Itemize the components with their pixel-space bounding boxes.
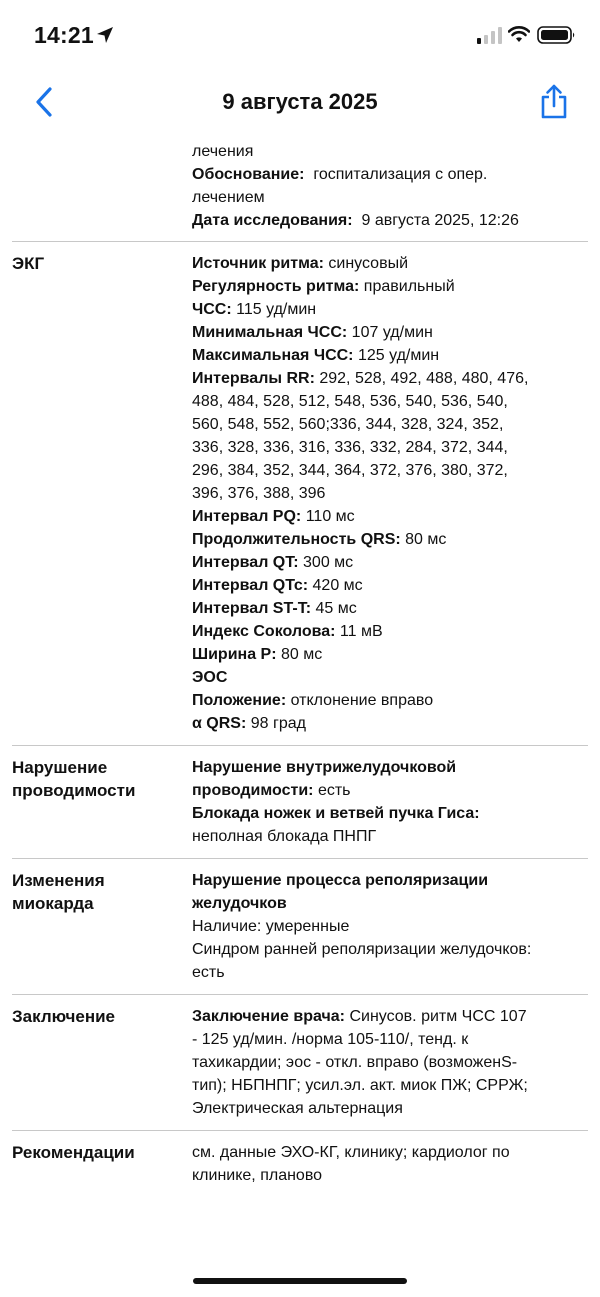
rr-intervals: Интервалы RR: 292, 528, 492, 488, 480, 476,: [192, 370, 529, 387]
ecg-values: [192, 252, 588, 735]
rhythm-regularity: Регулярность ритма: правильный: [192, 278, 455, 295]
recommendations-section: [0, 1131, 600, 1197]
status-time: 14:21: [34, 22, 94, 48]
early-repolarization-value: есть: [192, 964, 225, 981]
study-date: Дата исследования: 9 августа 2025, 12:26: [192, 212, 519, 229]
rr-intervals-line: 396, 376, 388, 396: [192, 485, 326, 502]
qt-interval: Интервал QT: 300 мс: [192, 554, 354, 571]
conclusion-values: [192, 1005, 588, 1120]
section-label: ЭКГ: [12, 254, 45, 273]
min-heart-rate: Минимальная ЧСС: 107 уд/мин: [192, 324, 433, 341]
max-heart-rate: Максимальная ЧСС: 125 уд/мин: [192, 347, 440, 364]
sokolov-index: Индекс Соколова: 11 мВ: [192, 623, 383, 640]
doctor-conclusion-line: - 125 уд/мин. /норма 105-110/, тенд. к: [192, 1031, 469, 1048]
eos-title: ЭОС: [192, 669, 228, 686]
page-title: 9 августа 2025: [222, 89, 378, 114]
qtc-interval: Интервал QTc: 420 мс: [192, 577, 363, 594]
battery-icon: [537, 25, 577, 45]
axis-position: Положение: отклонение вправо: [192, 692, 434, 709]
repolarization-label: Нарушение процесса реполяризации: [192, 872, 489, 889]
navigation-bar: [0, 72, 600, 136]
p-width: Ширина P: 80 мс: [192, 646, 323, 663]
repolarization-label-2: желудочков: [192, 895, 287, 912]
alpha-qrs: α QRS: 98 град: [192, 715, 306, 732]
recommendation-line: см. данные ЭХО-КГ, клинику; кардиолог по: [192, 1144, 510, 1161]
section-label: Заключение: [12, 1007, 115, 1026]
rr-intervals-line: 560, 548, 552, 560;336, 344, 328, 324, 352,: [192, 416, 504, 433]
doctor-conclusion-line: тахикардии; эос - откл. вправо (возможенS-: [192, 1054, 518, 1071]
doctor-conclusion-line: Электрическая альтернация: [192, 1100, 403, 1117]
ivc-disorder-label: Нарушение внутрижелудочковой: [192, 759, 457, 776]
bundle-branch-block-label: Блокада ножек и ветвей пучка Гиса:: [192, 805, 480, 822]
wifi-icon: [508, 25, 530, 43]
recommendations-values: [192, 1141, 588, 1187]
conclusion-section: [0, 995, 600, 1130]
ecg-section: [0, 242, 600, 745]
justification-line-2: лечением: [192, 189, 265, 206]
rr-intervals-line: 488, 484, 528, 512, 548, 536, 540, 536, 540,: [192, 393, 508, 410]
doctor-conclusion-line: тип); НБПНПГ; усил.эл. акт. миок ПЖ; СРРЖ;: [192, 1077, 528, 1094]
repolarization-presence: Наличие: умеренные: [192, 918, 350, 935]
cellular-signal-icon: [476, 27, 502, 45]
section-label: Изменения миокарда: [12, 871, 105, 913]
section-label: Рекомендации: [12, 1143, 135, 1162]
heart-rate: ЧСС: 115 уд/мин: [192, 301, 317, 318]
justification-line: Обоснование: госпитализация с опер.: [192, 166, 488, 183]
status-bar: [0, 0, 600, 72]
location-arrow-icon: [95, 25, 115, 45]
justification-continuation: лечения: [192, 143, 254, 160]
report-content: [0, 140, 600, 1197]
rr-intervals-line: 296, 384, 352, 344, 364, 372, 376, 380, 372,: [192, 462, 508, 479]
rhythm-source: Источник ритма: синусовый: [192, 255, 408, 272]
qrs-duration: Продолжительность QRS: 80 мс: [192, 531, 447, 548]
study-info: [0, 140, 600, 232]
section-label: Нарушение проводимости: [12, 758, 136, 800]
doctor-conclusion: Заключение врача: Синусов. ритм ЧСС 107: [192, 1008, 527, 1025]
recommendation-line: клинике, планово: [192, 1167, 323, 1184]
conduction-values: [192, 756, 588, 848]
st-t-interval: Интервал ST-T: 45 мс: [192, 600, 357, 617]
bundle-branch-block-value: неполная блокада ПНПГ: [192, 828, 377, 845]
ivc-disorder: проводимости: есть: [192, 782, 351, 799]
pq-interval: Интервал PQ: 110 мс: [192, 508, 355, 525]
conduction-section: [0, 746, 600, 858]
early-repolarization: Синдром ранней реполяризации желудочков:: [192, 941, 532, 958]
myocardium-values: [192, 869, 588, 984]
rr-intervals-line: 336, 328, 336, 316, 336, 332, 284, 372, 344,: [192, 439, 508, 456]
myocardium-section: [0, 859, 600, 994]
share-icon[interactable]: [538, 82, 570, 120]
home-indicator[interactable]: [193, 1278, 407, 1284]
